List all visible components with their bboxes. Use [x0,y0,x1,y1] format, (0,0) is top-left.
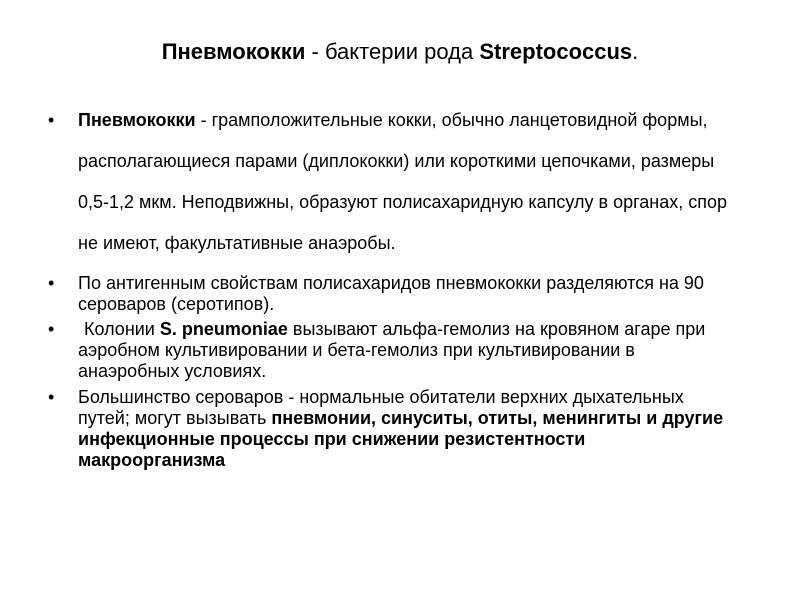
bullet-item-2 [48,273,728,315]
item-1-bold: Пневмококки [78,110,196,130]
bullet-symbol: • [48,319,55,339]
item-2-text: По антигенным свойствам полисахаридов пневмококки разделяются на 90 сероваров (серотипов). [78,273,704,314]
item-3-pre: Колонии [84,319,160,339]
title-middle: - бактерии рода [305,39,480,64]
slide-title [0,38,800,66]
bullet-item-1 [48,100,728,264]
title-end: . [632,39,639,64]
item-1-text: - грамположительные кокки, обычно ланцетовидной формы, располагающиеся парами (диплококки) или короткими цепочками, размеры 0,5-1,2 мкм. Неподвижны, образуют полисахаридную капсулу в органах, спор не имеют, факультативные анаэробы. [78,110,727,253]
item-3-bold: S. pneumoniae [159,319,288,339]
bullet-item-4 [48,387,728,471]
bullet-symbol: • [48,387,55,407]
bullet-list [48,100,728,471]
bullet-symbol: • [48,110,55,130]
item-3-text: вызывают альфа-гемолиз на кровяном агаре при аэробном культивировании и бета-гемолиз при культивировании в анаэробных условиях. [78,319,706,381]
bullet-item-3 [48,319,728,382]
bullet-symbol: • [48,273,55,293]
item-4-bold: пневмонии, синуситы, отиты, менингиты и другие инфекционные процессы при снижении резистентности макроорганизма [78,408,724,470]
title-bold: Пневмококки [161,39,306,64]
title-genus: Streptococcus [479,39,633,64]
item-4-text: Большинство сероваров - нормальные обитатели верхних дыхательных путей; могут вызывать [78,387,684,428]
